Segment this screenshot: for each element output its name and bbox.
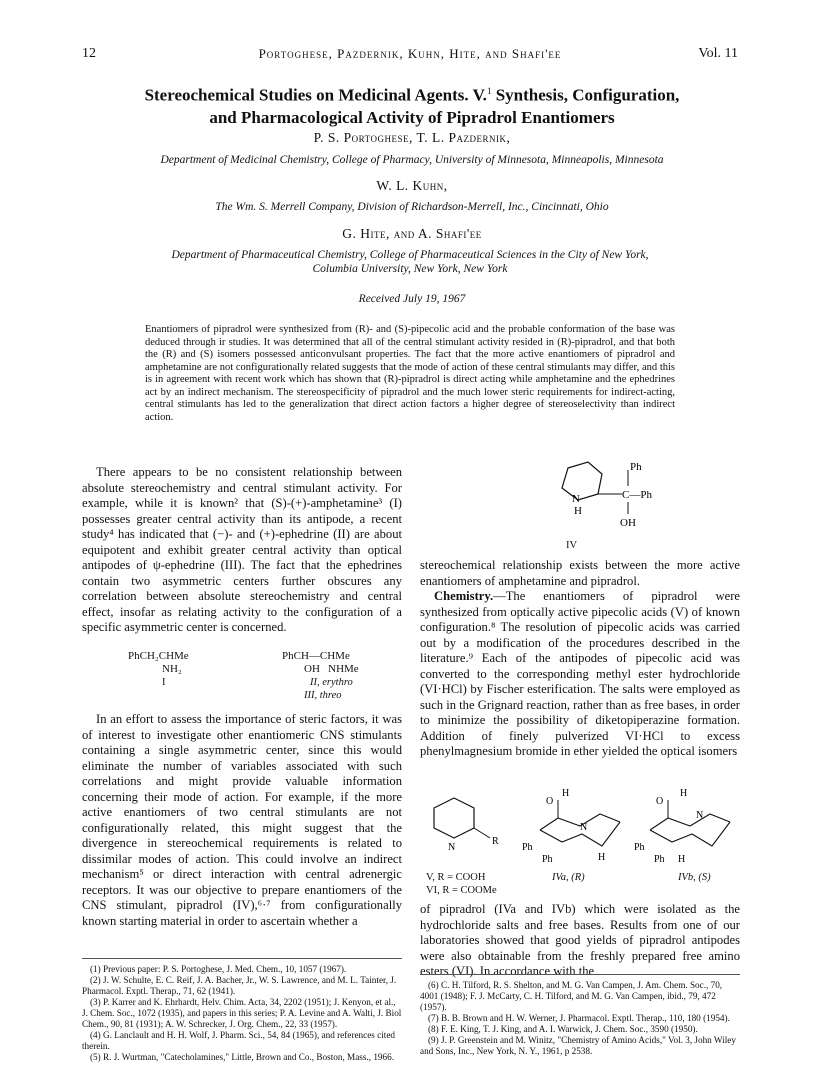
title-part-1b: Synthesis, Configuration, — [495, 85, 680, 105]
structure-IVb-hydrogen-1: H — [680, 788, 688, 799]
structure-V-ring — [434, 798, 474, 838]
structure-II-formula: PhCH—CHMe — [282, 650, 350, 662]
structure-IVb-oxygen: O — [656, 796, 664, 807]
structure-I-label: I — [162, 677, 166, 688]
article-title — [82, 80, 742, 129]
footnote-7: (7) B. B. Brown and H. W. Werner, J. Pharmacol. Exptl. Therap., 110, 180 (1954). — [428, 1013, 730, 1023]
footnote-2: (2) J. W. Schulte, E. C. Reif, J. A. Bacher, Jr., W. S. Lawrence, and M. L. Tainter, J. Pharmacol. Exptl. Therap., 71, 62 (1941). — [82, 975, 397, 996]
left-column-para-2 — [82, 712, 402, 929]
author-group-3: G. Hite, and A. Shafi'ee — [342, 226, 482, 241]
structure-IV-carbon: C—Ph — [622, 489, 652, 501]
structure-II-III — [282, 650, 359, 702]
right-footnotes — [420, 980, 740, 1057]
left-footnote-rule — [82, 958, 402, 959]
structure-IVb-ph-2: Ph — [654, 854, 665, 865]
received-date: Received July 19, 1967 — [358, 293, 466, 305]
structure-V-r: R — [492, 836, 499, 847]
right-footnote-rule — [420, 974, 740, 975]
structure-IV-diagram — [550, 460, 690, 540]
footnote-1: (1) Previous paper: P. S. Portoghese, J. Med. Chem., 10, 1057 (1967). — [90, 964, 347, 974]
footnote-8: (8) F. E. King, T. J. King, and A. I. Warwick, J. Chem. Soc., 3590 (1950). — [428, 1024, 698, 1034]
structure-IVa-label: IVa, (R) — [552, 872, 585, 883]
structure-V-r-bond — [474, 828, 490, 838]
structure-IV-hydroxyl: OH — [620, 517, 636, 529]
structure-II-substituents: OH NHMe — [304, 663, 359, 675]
chemistry-paragraph: —The enantiomers of pipradrol were synthesized from optically active pipecolic acids (V) of known configuration.⁸ The resolution of pipecolic acids was carried out by a modification of the procedures described in the literature.⁹ Each of the antipodes of pipecolic acid was converted to the corresponding methyl ester hydrochloride (VI·HCl) by Fischer esterification. The salts were employed as such in the Grignard reaction, rather than as free bases, in order to minimize the possibility of diketopiperazine formation. Addition of finely pulverized VI·HCl to excess phenylmagnesium bromide in ether yielded the optical isomers — [420, 589, 740, 758]
structure-IVa-ph-2: Ph — [542, 854, 553, 865]
volume-label: Vol. 11 — [698, 46, 738, 61]
title-footnote-ref: 1 — [486, 86, 492, 96]
structure-IVb-nitrogen: N — [696, 810, 704, 821]
piperidine-ring — [562, 462, 602, 500]
structure-IVa-hydrogen-1: H — [562, 788, 570, 799]
footnote-4: (4) G. Lanclault and H. H. Wolf, J. Pharm. Sci., 54, 84 (1965), and references cited therein. — [82, 1030, 395, 1051]
structure-IVb-hydrogen-2: H — [678, 854, 686, 865]
structure-I — [128, 650, 189, 689]
structure-IVa-nitrogen: N — [580, 822, 588, 833]
structure-I-amine: NH₂ — [162, 663, 182, 675]
structure-III-label: III, threo — [304, 690, 342, 701]
structure-VI-label: VI, R = COOMe — [426, 885, 497, 896]
left-column-para-1 — [82, 465, 402, 636]
page-number: 12 — [82, 46, 96, 61]
affiliation-1: Department of Medicinal Chemistry, College of Pharmacy, University of Minnesota, Minneapolis, Minnesota — [160, 154, 664, 166]
abstract: Enantiomers of pipradrol were synthesized from (R)- and (S)-pipecolic acid and the probable conformation of the base was deduced through ir studies. It was determined that all of the central stimulant activity resided in (R)-pipradrol, and that both the (R) and (S) isomers possessed anticonvulsant properties. The fact that the more active enantiomers of pipradrol and amphetamine are not configurationally related suggests that the mode of action of these central stimulants may differ, and this is in agreement with recent work which has shown that (R)-pipradrol is direct acting while amphetamine and the ephedrines act by an indirect mechanism. The stereospecificity of pipradrol and the much lower steric requirements for indirect-acting, central stimulants has led to the generalization that direct action factors a higher degree of stereoselectivity than indirect action. — [145, 324, 675, 423]
structures-V-IVa-IVb — [420, 788, 740, 868]
left-footnotes — [82, 964, 402, 1063]
structure-II-label: II, erythro — [310, 677, 353, 688]
running-title: Portoghese, Pazdernik, Kuhn, Hite, and Shafi'ee — [258, 46, 562, 61]
structure-I-formula: PhCH₂CHMe — [128, 650, 189, 662]
affiliation-2: The Wm. S. Merrell Company, Division of Richardson-Merrell, Inc., Cincinnati, Ohio — [215, 201, 609, 213]
footnote-9: (9) J. P. Greenstein and M. Winitz, "Chemistry of Amino Acids," Vol. 3, John Wiley and Sons, Inc., New York, N. Y., 1961, p 2538. — [420, 1035, 736, 1056]
title-part-1: Stereochemical Studies on Medicinal Agents. V. — [144, 85, 487, 105]
structure-IV-ph-top: Ph — [630, 461, 642, 473]
structure-IVa-hydrogen-2: H — [598, 852, 606, 863]
structure-IV-nitrogen: N — [572, 493, 580, 505]
chemistry-heading: Chemistry. — [434, 589, 494, 603]
title-part-2: and Pharmacological Activity of Pipradrol Enantiomers — [209, 107, 615, 127]
structure-V-label: V, R = COOH — [426, 872, 486, 883]
structure-IVb-label: IVb, (S) — [678, 872, 711, 883]
structure-IVb-ph-1: Ph — [634, 842, 645, 853]
author-group-2: W. L. Kuhn, — [376, 178, 448, 193]
footnote-3: (3) P. Karrer and K. Ehrhardt, Helv. Chim. Acta, 34, 2202 (1951); J. Kenyon, et al., J. Chem. Soc., 1072 (1935), and papers in this series; P. A. Levine and A. Walti, J. Biol Chem., 90, 81 (1931); A. W. Schrecker, J. Org. Chem., 22, 33 (1957). — [82, 997, 402, 1029]
objective-paragraph: In an effort to assess the importance of steric factors, it was of interest to investigate other enantiomeric CNS stimulants containing a single asymmetric center, since this would eliminate the number of variables associated with such correlations and might provide valuable information concerning their mode of action. For example, if the more active enantiomers of two central stimulants are not configurationally related, this might suggest that the divergence in stereochemical requirements is related to dissimilar modes of action. This could involve an indirect mechanism⁵ or direct interaction with central adrenergic receptors. It was our objective to prepare enantiomers of the CNS stimulant, pipradrol (IV),⁶·⁷ from configurationally known starting material in order to ascertain whether a — [82, 712, 402, 928]
author-group-1: P. S. Portoghese, T. L. Pazdernik, — [313, 130, 511, 145]
structure-IVb-chair-top — [650, 814, 730, 830]
right-column-para-3 — [420, 902, 740, 980]
intro-paragraph: There appears to be no consistent relationship between absolute stereochemistry and central stimulant activity. For example, while it is known² that (S)-(+)-amphetamine³ (I) possesses greater central activity than its antipode, a recent study⁴ has indicated that (−)- and (+)-ephedrine (II) are about equipotent and exhibit greater central activity than optical antipodes of ψ-ephedrine (III). The fact that the ephedrines contain two asymmetric centers further obscures any correlation between absolute stereochemistry and central effect, insofar as relating activity to the configuration of a specific asymmetric center is concerned. — [82, 465, 402, 634]
footnote-5: (5) R. J. Wurtman, "Catecholamines," Little, Brown and Co., Boston, Mass., 1966. — [90, 1052, 394, 1062]
footnote-6: (6) C. H. Tilford, R. S. Shelton, and M. G. Van Campen, J. Am. Chem. Soc., 70, 4001 (1948); F. J. McCarty, C. H. Tilford, and M. G. Van Campen, ibid., 79, 472 (1957). — [420, 980, 723, 1012]
relationship-paragraph: stereochemical relationship exists between the more active enantiomers of amphetamine and pipradrol. — [420, 558, 740, 588]
affiliation-3: Department of Pharmaceutical Chemistry, College of Pharmaceutical Sciences in the City of New York, Columbia University, New York, New York — [171, 249, 649, 275]
structure-V-nitrogen: N — [448, 842, 456, 853]
structure-IVa-ph-1: Ph — [522, 842, 533, 853]
right-column-para-1 — [420, 558, 740, 760]
isolation-paragraph: of pipradrol (IVa and IVb) which were isolated as the hydrochloride salts and free bases. Results from one of our laboratories showed that good yields of pipradrol antipodes were also obtainable from the freshly prepared free amino esters (VI). In accordance with the — [420, 902, 740, 978]
structure-IV-hydrogen: H — [574, 505, 582, 517]
structure-IVa-oxygen: O — [546, 796, 554, 807]
structure-IV-label: IV — [566, 540, 578, 551]
